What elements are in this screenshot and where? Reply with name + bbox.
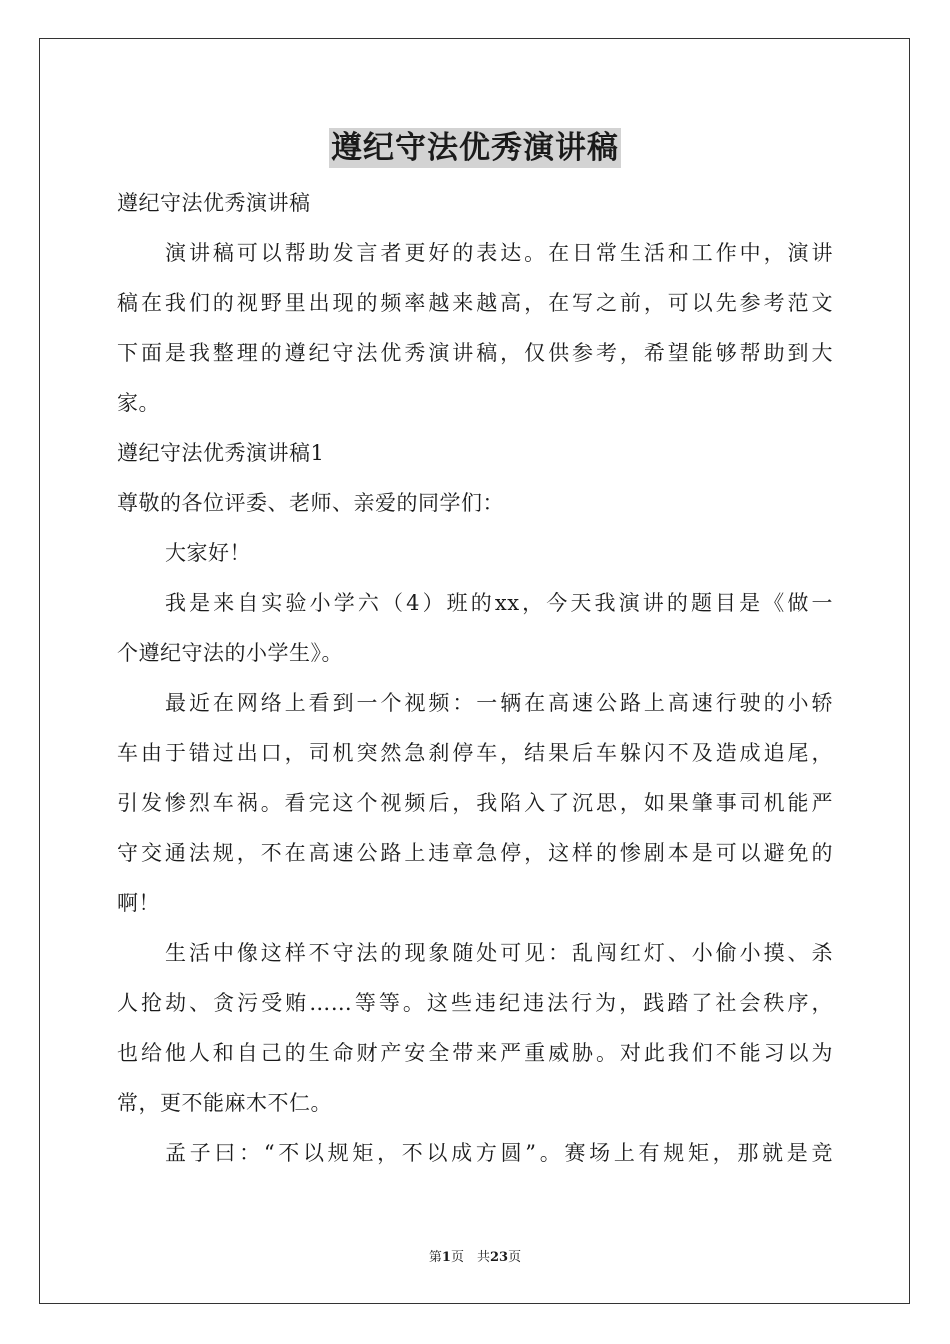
footer-page-number: 1 (441, 1250, 451, 1265)
body-line: 下面是我整理的遵纪守法优秀演讲稿，仅供参考，希望能够帮助到大 (117, 341, 833, 365)
body-line: 常，更不能麻木不仁。 (117, 1091, 332, 1115)
body-line: 尊敬的各位评委、老师、亲爱的同学们： (117, 491, 504, 515)
footer-suffix: 页 (508, 1250, 522, 1265)
body-line: 个遵纪守法的小学生》。 (117, 641, 343, 665)
page-footer (0, 1246, 950, 1265)
body-line: 大家好！ (165, 541, 251, 565)
document-body (117, 178, 833, 1178)
body-line: 遵纪守法优秀演讲稿 (117, 191, 311, 215)
body-line: 家。 (117, 391, 160, 415)
body-line: 人抢劫、贪污受贿……等等。这些违纪违法行为，践踏了社会秩序， (117, 991, 833, 1015)
footer-middle: 页 共 (450, 1250, 490, 1265)
document-title: 遵纪守法优秀演讲稿 (331, 130, 619, 166)
body-line: 引发惨烈车祸。看完这个视频后，我陷入了沉思，如果肇事司机能严 (117, 791, 833, 815)
body-line: 车由于错过出口，司机突然急刹停车，结果后车躲闪不及造成追尾， (117, 741, 833, 765)
body-line: 也给他人和自己的生命财产安全带来严重威胁。对此我们不能习以为 (117, 1041, 833, 1065)
body-line: 稿在我们的视野里出现的频率越来越高，在写之前，可以先参考范文 (117, 291, 833, 315)
body-line: 守交通法规，不在高速公路上违章急停，这样的惨剧本是可以避免的 (117, 841, 833, 865)
footer-total-pages: 23 (489, 1250, 509, 1265)
body-line: 遵纪守法优秀演讲稿1 (117, 441, 325, 465)
body-line: 孟子曰：“不以规矩，不以成方圆”。赛场上有规矩，那就是竞 (165, 1141, 833, 1165)
body-line: 啊！ (117, 891, 160, 915)
title-container (0, 128, 950, 168)
body-line: 最近在网络上看到一个视频：一辆在高速公路上高速行驶的小轿 (165, 691, 833, 715)
footer-prefix: 第 (428, 1250, 442, 1265)
body-line: 生活中像这样不守法的现象随处可见：乱闯红灯、小偷小摸、杀 (165, 941, 833, 965)
body-line: 演讲稿可以帮助发言者更好的表达。在日常生活和工作中，演讲 (165, 241, 833, 265)
body-line: 我是来自实验小学六（4）班的xx，今天我演讲的题目是《做一 (165, 591, 833, 615)
